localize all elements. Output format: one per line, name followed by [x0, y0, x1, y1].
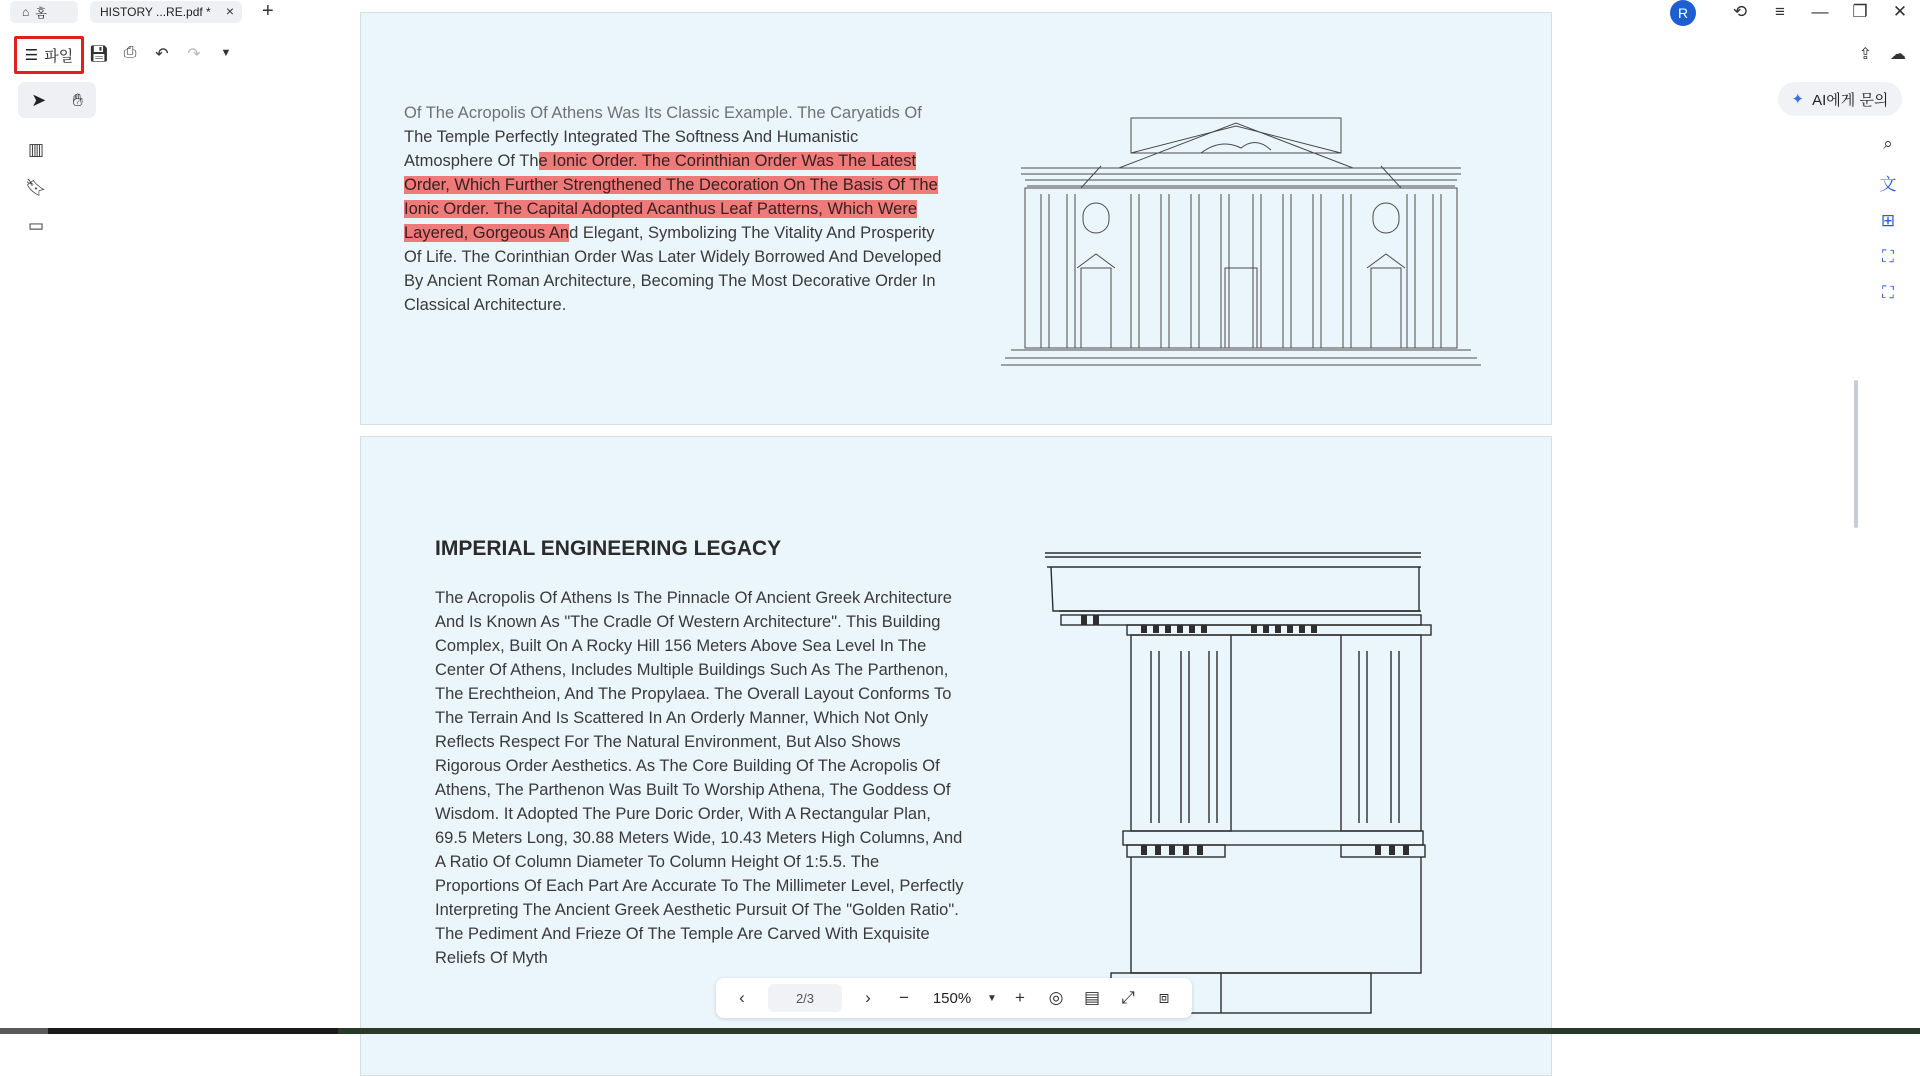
search-icon[interactable]: ⌕ [1883, 134, 1893, 153]
presentation-mode-icon[interactable]: ⧈ [1158, 988, 1170, 1007]
select-cursor-icon[interactable]: ➤ [31, 89, 47, 110]
previous-page-icon[interactable]: ‹ [739, 988, 745, 1007]
paragraph[interactable]: The Temple Perfectly Integrated The Softness And Humanistic Atmosphere Of The Ionic Order. The Corinthian Order Was The Latest Order, Which Further Strengthened The Decoration On The Basis Of The Ionic Order. The Capital Adopted Acanthus Leaf Patterns, Which Were Layered, Gorgeous And Elegant, Symbolizing The Vitality And Prosperity Of Life. The Corinthian Order Was Later Widely Borrowed And Developed By Ancient Roman Architecture, Becoming The Most Decorative Order In Classical Architecture. [404, 128, 942, 314]
scan-icon[interactable]: ⛶ [1882, 247, 1894, 266]
next-page-icon[interactable]: › [865, 988, 871, 1007]
document-tab[interactable] [90, 1, 242, 23]
bookmark-icon[interactable]: 🔖︎ [25, 178, 47, 197]
taskbar-segment [338, 1028, 1920, 1034]
undo-icon[interactable]: ↶ [155, 46, 169, 63]
ask-ai-label: AI에게 문의 [1812, 91, 1889, 109]
temple-illustration [1001, 118, 1481, 373]
screenshot-icon[interactable]: ⛶ [1882, 283, 1894, 302]
file-menu-button[interactable] [14, 36, 84, 74]
taskbar-segment [0, 1028, 48, 1034]
hamburger-menu-icon[interactable]: ≡ [1775, 2, 1785, 21]
translate-icon[interactable]: 文 [1879, 175, 1897, 194]
document-tab-label: HISTORY ...RE.pdf * [100, 5, 211, 19]
save-icon[interactable]: 💾︎ [88, 46, 110, 63]
fullscreen-icon[interactable]: ⤢ [1121, 988, 1135, 1007]
zoom-in-icon[interactable]: + [1015, 988, 1025, 1007]
restore-icon[interactable]: ❐ [1852, 2, 1868, 21]
home-tab[interactable] [10, 1, 78, 23]
compare-icon[interactable]: ⊞ [1880, 211, 1896, 230]
close-window-icon[interactable]: ✕ [1892, 2, 1908, 21]
taskbar-strip [0, 1028, 1920, 1034]
ask-ai-button[interactable] [1778, 82, 1902, 116]
sync-icon[interactable]: ⟲ [1732, 2, 1748, 21]
comments-icon[interactable]: ▭ [27, 216, 45, 235]
file-menu-label: 파일 [44, 47, 74, 65]
column-entablature-illustration [1041, 553, 1441, 1013]
quick-access-dropdown-icon[interactable]: ▼ [220, 47, 232, 59]
close-tab-icon[interactable]: × [225, 3, 234, 19]
avatar[interactable]: R [1670, 0, 1696, 26]
share-icon[interactable]: ⇪ [1858, 46, 1872, 63]
text-highlight[interactable]: e Ionic Order. The Corinthian Order Was The Latest Order, Which Further Strengthened The Decoration On The Basis Of The Ionic Order. The Capital Adopted Acanthus Leaf Patterns, Which Were Layered, Gorgeous An [404, 152, 938, 242]
zoom-out-icon[interactable]: − [899, 988, 909, 1007]
document-viewport [0, 104, 1920, 1014]
zoom-dropdown-icon[interactable]: ▼ [987, 992, 997, 1004]
page-number-input[interactable]: 2/3 [768, 984, 842, 1012]
pdf-page-1 [360, 12, 1552, 425]
hand-tool-icon[interactable]: ✋︎ [72, 89, 83, 110]
page-navigation-bar [716, 978, 1192, 1018]
section-heading[interactable]: IMPERIAL ENGINEERING LEGACY [435, 537, 782, 560]
toolbar-right [1859, 44, 1906, 64]
thumbnails-icon[interactable]: ▥ [27, 140, 45, 159]
redo-icon[interactable]: ↷ [187, 46, 201, 63]
home-icon: ⌂ [22, 5, 30, 19]
window-controls [1670, 0, 1920, 24]
paragraph[interactable]: The Acropolis Of Athens Is The Pinnacle Of Ancient Greek Architecture And Is Known As "The Cradle Of Western Architecture". This Building Complex, Built On A Rocky Hill 156 Meters Above Sea Level In The Center Of Athens, Includes Multiple Buildings Such As The Parthenon, The Erechtheion, And The Propylaea. The Overall Layout Conforms To The Terrain And Is Scattered In An Orderly Manner, Which Not Only Reflects Respect For The Natural Environment, But Also Shows Rigorous Order Aesthetics. As The Core Building Of The Acropolis Of Athens, The Parthenon Was Built To Worship Athena, The Goddess Of Wisdom. It Adopted The Pure Doric Order, With A Rectangular Plan, 69.5 Meters Long, 30.88 Meters Wide, 10.43 Meters High Columns, And A Ratio Of Column Diameter To Column Height Of 1:5.5. The Proportions Of Each Part Are Accurate To The Millimeter Level, Perfectly Interpreting The Ancient Greek Aesthetic Pursuit Of The "Golden Ratio". The Pediment And Frieze Of The Temple Are Carved With Exquisite Reliefs Of Myth [435, 589, 964, 967]
minimize-icon[interactable]: — [1811, 2, 1829, 21]
new-tab-button[interactable]: + [262, 0, 274, 22]
ai-sparkle-icon: ✦ [1791, 91, 1805, 108]
page-view-icon[interactable]: ▤ [1083, 988, 1101, 1007]
cursor-tools [18, 82, 96, 118]
cloud-upload-icon[interactable]: ☁ [1890, 46, 1906, 63]
home-tab-label: 홈 [35, 5, 47, 20]
print-icon[interactable]: ⎙ [123, 44, 137, 61]
partial-text-line: Of The Acropolis Of Athens Was Its Classic Example. The Caryatids Of [404, 104, 922, 122]
menu-lines-icon: ☰ [24, 47, 39, 64]
zoom-level[interactable]: 150% [932, 989, 972, 1007]
fit-page-icon[interactable]: ◎ [1048, 988, 1064, 1007]
